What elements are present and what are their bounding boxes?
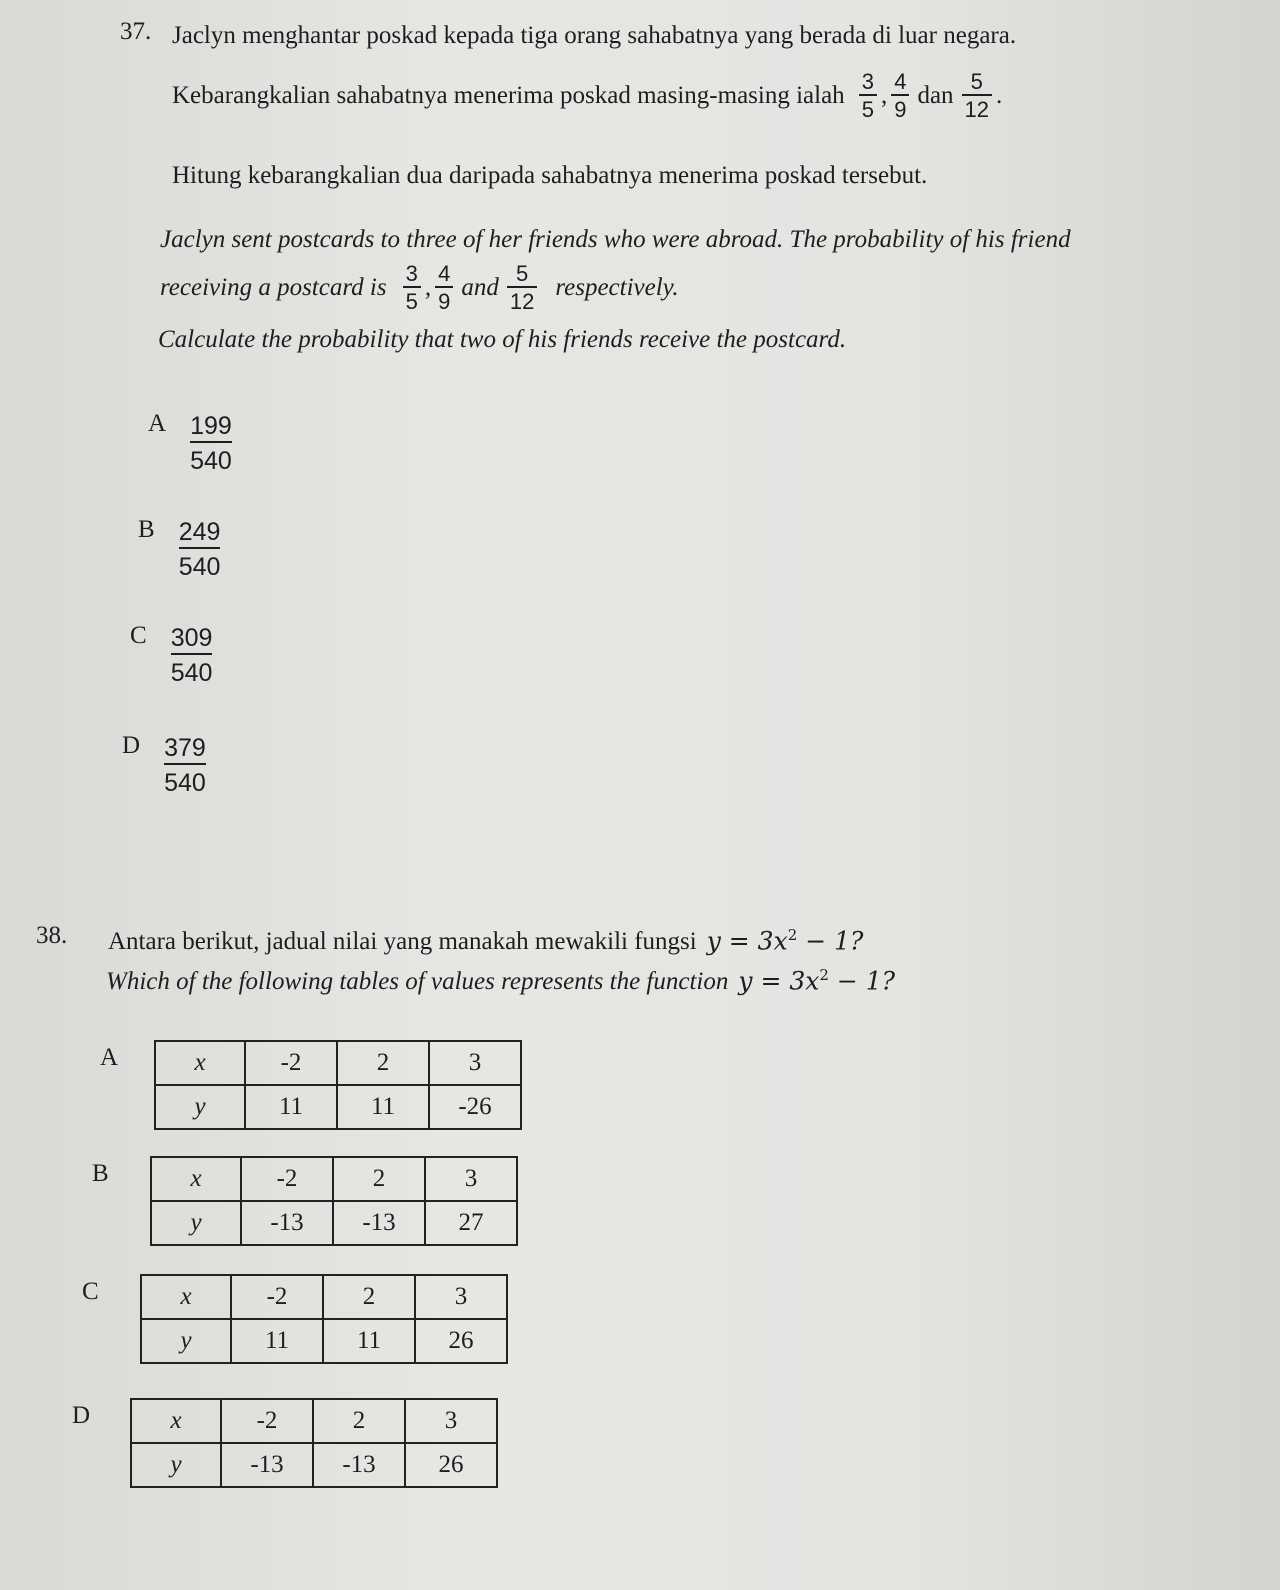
table-cell: 11 — [245, 1085, 337, 1129]
table-cell: 3 — [425, 1157, 517, 1201]
table-cell: 26 — [415, 1319, 507, 1363]
table-cell: 11 — [323, 1319, 415, 1363]
option-letter: C — [130, 622, 147, 649]
english-statement-text: receiving a postcard is — [160, 274, 387, 302]
english-statement-end: respectively. — [555, 274, 679, 302]
option-fraction — [171, 624, 213, 688]
table-cell: 2 — [323, 1275, 415, 1319]
fraction-numerator: 5 — [515, 261, 529, 286]
table-header-x: x — [151, 1157, 241, 1201]
option-b[interactable] — [92, 1156, 518, 1246]
fraction-numerator: 4 — [894, 69, 907, 94]
fraction-4-9 — [891, 70, 909, 122]
option-numerator: 199 — [190, 412, 232, 440]
option-letter: D — [72, 1402, 91, 1429]
table-header-y: y — [141, 1319, 231, 1363]
option-denominator: 540 — [164, 763, 206, 798]
table-cell: 3 — [405, 1399, 497, 1443]
table-cell: -13 — [221, 1443, 313, 1487]
option-denominator: 540 — [190, 441, 232, 476]
fraction-numerator: 3 — [405, 261, 418, 286]
function-formula: $y = 3x^2 - 1$? — [738, 966, 896, 996]
option-denominator: 540 — [171, 653, 213, 688]
fraction-numerator: 4 — [438, 261, 451, 286]
fraction-numerator: 5 — [970, 69, 983, 94]
fraction-5-12 — [962, 70, 992, 122]
table-cell: -2 — [221, 1399, 313, 1443]
option-numerator: 379 — [164, 734, 206, 762]
fraction-3-5 — [859, 70, 877, 122]
table-row-y — [131, 1443, 497, 1487]
table-cell: -2 — [245, 1041, 337, 1085]
option-fraction — [164, 734, 206, 798]
malay-statement-line-1: Jaclyn menghantar poskad kepada tiga orang sahabatnya yang berada di luar negara. — [172, 22, 1017, 49]
table-cell: -26 — [429, 1085, 521, 1129]
table-row-y — [141, 1319, 507, 1363]
conjunction-dan: dan — [917, 82, 954, 110]
values-table — [140, 1274, 508, 1364]
table-cell: -13 — [333, 1201, 425, 1245]
malay-question — [108, 926, 863, 956]
values-table — [130, 1398, 498, 1488]
fraction-denominator: 5 — [859, 94, 877, 122]
comma: , — [424, 274, 432, 302]
option-letter: B — [138, 516, 155, 543]
table-cell: -13 — [313, 1443, 405, 1487]
option-letter: C — [82, 1278, 99, 1305]
english-question — [106, 966, 895, 996]
table-cell: 2 — [337, 1041, 429, 1085]
fraction-3-5 — [403, 262, 421, 314]
option-c[interactable] — [82, 1274, 508, 1364]
function-formula: $y = 3x^2 - 1$? — [706, 926, 864, 956]
table-header-y: y — [151, 1201, 241, 1245]
table-row-x — [131, 1399, 497, 1443]
table-cell: 2 — [333, 1157, 425, 1201]
table-cell: -2 — [231, 1275, 323, 1319]
table-header-x: x — [131, 1399, 221, 1443]
table-cell: 2 — [313, 1399, 405, 1443]
fraction-numerator: 3 — [861, 69, 874, 94]
fraction-denominator: 5 — [403, 286, 421, 314]
malay-statement-line-2 — [172, 70, 1002, 122]
table-row-y — [151, 1201, 517, 1245]
values-table — [150, 1156, 518, 1246]
option-letter: D — [122, 732, 141, 759]
english-statement-line-1: Jaclyn sent postcards to three of her friends who were abroad. The probability of his friend — [160, 226, 1071, 253]
option-numerator: 309 — [170, 624, 213, 652]
table-row-x — [141, 1275, 507, 1319]
table-cell: 3 — [429, 1041, 521, 1085]
fraction-5-12 — [507, 262, 537, 314]
english-question-text: Which of the following tables of values represents the function — [106, 968, 729, 996]
option-d[interactable] — [122, 734, 206, 798]
option-fraction — [179, 518, 221, 582]
english-task: Calculate the probability that two of his friends receive the postcard. — [158, 326, 847, 353]
option-c[interactable] — [130, 624, 212, 688]
fraction-denominator: 12 — [962, 94, 992, 122]
option-b[interactable] — [138, 518, 220, 582]
malay-question-text: Antara berikut, jadual nilai yang manakah mewakili fungsi — [108, 928, 697, 956]
table-row-x — [151, 1157, 517, 1201]
option-letter: A — [148, 410, 167, 437]
english-statement-line-2 — [160, 262, 679, 314]
table-header-y: y — [131, 1443, 221, 1487]
table-cell: 11 — [231, 1319, 323, 1363]
option-denominator: 540 — [179, 547, 221, 582]
option-letter: A — [100, 1044, 119, 1071]
table-header-y: y — [155, 1085, 245, 1129]
table-cell: -2 — [241, 1157, 333, 1201]
table-header-x: x — [155, 1041, 245, 1085]
option-fraction — [190, 412, 232, 476]
question-number: 37. — [120, 18, 152, 45]
malay-task: Hitung kebarangkalian dua daripada sahabatnya menerima poskad tersebut. — [172, 162, 928, 189]
conjunction-and: and — [461, 274, 499, 302]
fraction-denominator: 9 — [891, 94, 909, 122]
table-row-x — [155, 1041, 521, 1085]
option-numerator: 249 — [178, 518, 221, 546]
table-cell: -13 — [241, 1201, 333, 1245]
table-cell: 3 — [415, 1275, 507, 1319]
option-letter: B — [92, 1160, 109, 1187]
table-row-y — [155, 1085, 521, 1129]
comma: , — [880, 82, 888, 110]
malay-statement-text: Kebarangkalian sahabatnya menerima poskad masing-masing ialah — [172, 82, 845, 110]
values-table — [154, 1040, 522, 1130]
fraction-denominator: 12 — [507, 286, 537, 314]
option-a[interactable] — [100, 1040, 522, 1130]
fraction-denominator: 9 — [435, 286, 453, 314]
option-a[interactable] — [148, 412, 232, 476]
question-number: 38. — [36, 922, 68, 949]
table-header-x: x — [141, 1275, 231, 1319]
table-cell: 26 — [405, 1443, 497, 1487]
table-cell: 11 — [337, 1085, 429, 1129]
table-cell: 27 — [425, 1201, 517, 1245]
fraction-4-9 — [435, 262, 453, 314]
period: . — [996, 82, 1003, 110]
option-d[interactable] — [72, 1398, 498, 1488]
